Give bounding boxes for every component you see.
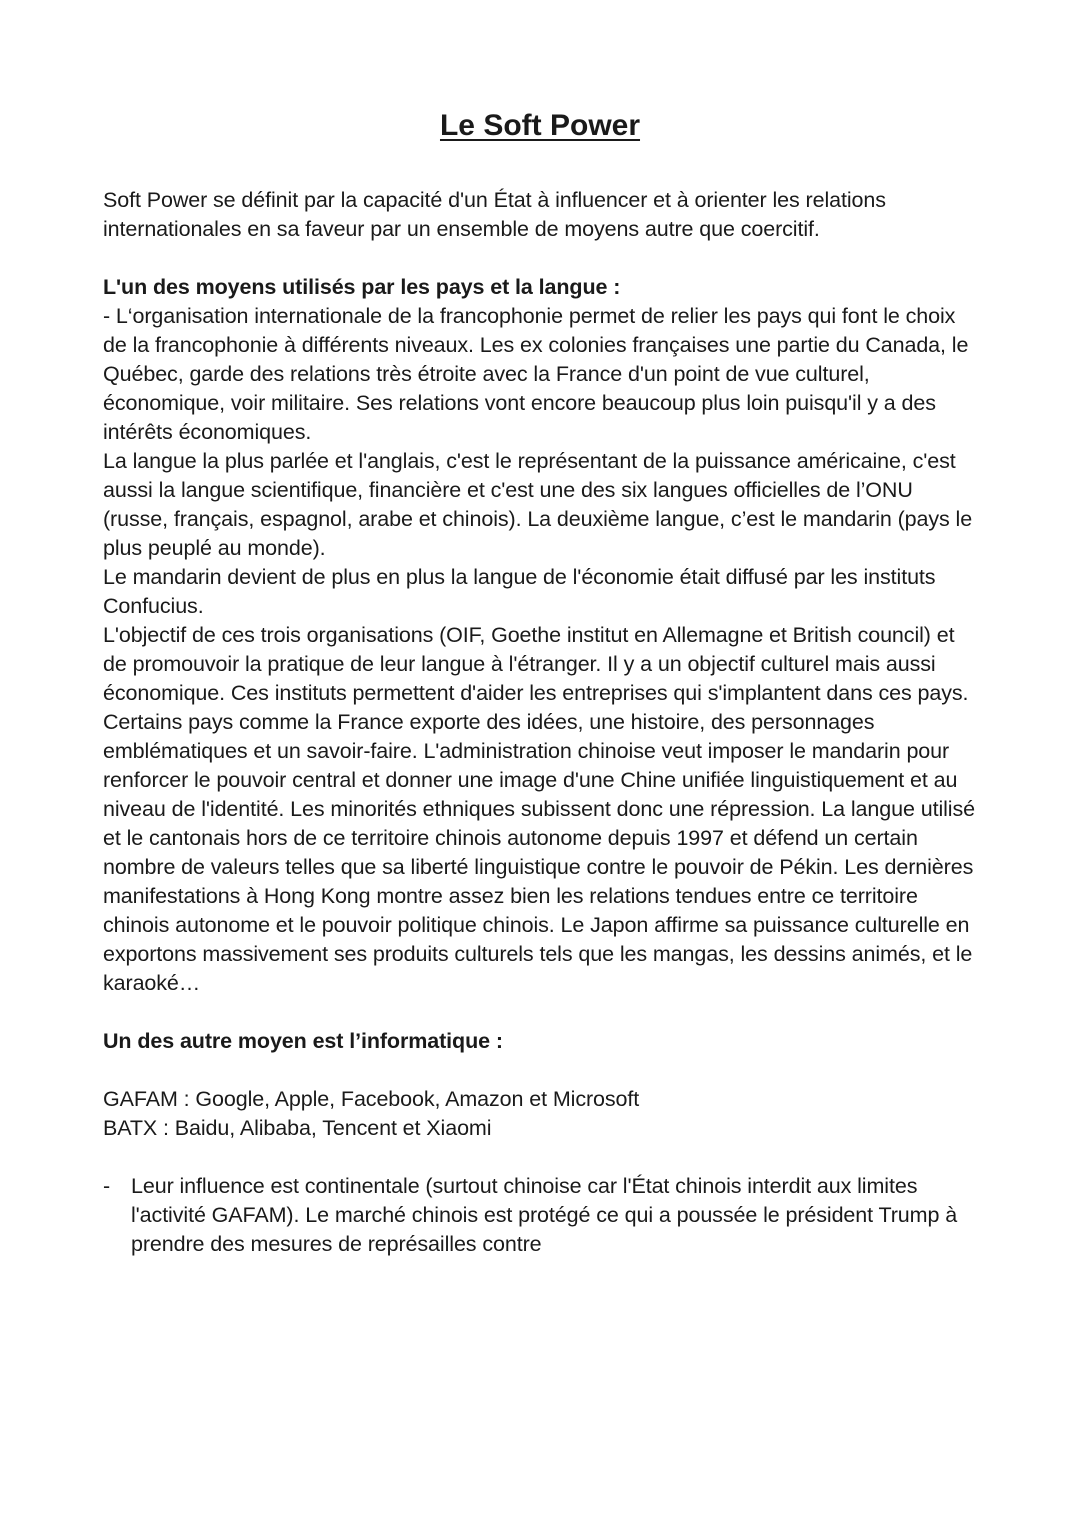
bullet-marker: - <box>103 1174 111 1198</box>
paragraph-francophonie: - L‘organisation internationale de la francophonie permet de relier les pays qui font le choix de la francophonie à différents niveaux. Les ex colonies françaises une partie du Canada, le Québec, garde des relations très étroite avec la France d'un point de vue culturel, économique, voir militaire. Ses relations vont encore beaucoup plus loin puisqu'il y a des intérêts économiques. <box>103 304 969 444</box>
intro-paragraph: Soft Power se définit par la capacité d'un État à influencer et à orienter les relations internationales en sa faveur par un ensemble de moyens autre que coercitif. <box>103 188 886 241</box>
document-body <box>103 186 983 1259</box>
paragraph-mandarin: Le mandarin devient de plus en plus la langue de l'économie était diffusé par les instituts Confucius. <box>103 565 936 618</box>
spacer <box>103 244 983 273</box>
page-title-text: Le Soft Power <box>439 109 641 142</box>
paragraph-organisations: L'objectif de ces trois organisations (OIF, Goethe institut en Allemagne et British council) et de promouvoir la pratique de leur langue à l'étranger. Il y a un objectif culturel mais aussi économique. Ces instituts permettent d'aider les entreprises qui s'implantent dans ces pays. Certains pays comme la France exporte des idées, une histoire, des personnages emblématiques et un savoir-faire. L'administration chinoise veut imposer le mandarin pour renforcer le pouvoir central et donner une image d'une Chine unifiée linguistiquement et au niveau de l'identité. Les minorités ethniques subissent donc une répression. La langue utilisé et le cantonais hors de ce territoire chinois autonome depuis 1997 et défend un certain nombre de valeurs telles que sa liberté linguistique contre le pouvoir de Pékin. Les dernières manifestations à Hong Kong montre assez bien les relations tendues entre ce territoire chinois autonome et le pouvoir politique chinois. Le Japon affirme sa puissance culturelle en exportons massivement ses produits culturels tels que les mangas, les dessins animés, et le karaoké… <box>103 623 975 995</box>
batx-line: BATX : Baidu, Alibaba, Tencent et Xiaomi <box>103 1116 492 1140</box>
page-title <box>0 106 1080 146</box>
spacer <box>103 1056 983 1085</box>
bullet-item <box>103 1172 983 1259</box>
spacer <box>103 1143 983 1172</box>
section-heading-computing: Un des autre moyen est l’informatique : <box>103 1029 503 1053</box>
bullet-text: Leur influence est continentale (surtout chinoise car l'État chinois interdit aux limites l'activité GAFAM). Le marché chinois est protégé ce qui a poussée le président Trump à prendre des mesures de représailles contre <box>131 1174 958 1256</box>
spacer <box>103 998 983 1027</box>
gafam-line: GAFAM : Google, Apple, Facebook, Amazon et Microsoft <box>103 1087 640 1111</box>
paragraph-english: La langue la plus parlée et l'anglais, c'est le représentant de la puissance américaine, c'est aussi la langue scientifique, financière et c'est une des six langues officielles de l’ONU (russe, français, espagnol, arabe et chinois). La deuxième langue, c’est le mandarin (pays le plus peuplé au monde). <box>103 449 973 560</box>
section-heading-language: L'un des moyens utilisés par les pays et la langue : <box>103 275 621 299</box>
